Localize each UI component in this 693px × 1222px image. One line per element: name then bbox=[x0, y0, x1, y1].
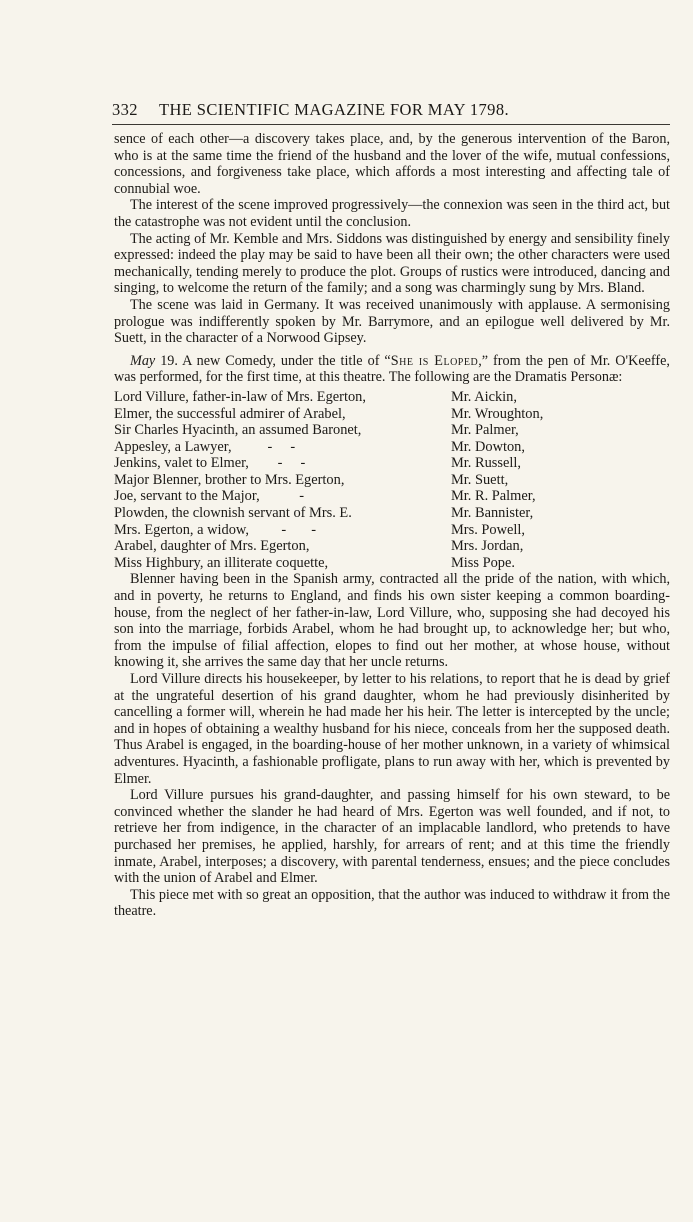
running-header bbox=[112, 100, 672, 126]
paragraph: Blenner having been in the Spanish army, contracted all the pride of the nation, with which, and in poverty, he returns to England, and finds his own sister keeping a common boarding-house, from the neglect of her father-in-law, Lord Villure, who, supposing she had decoyed his son into the marriage, forbids Arabel, whom he had brought up, to acknowledge her; but who, from the impulse of filial affection, elopes to find out her mother, at whose house, without knowing it, she arrives the same day that her uncle returns. bbox=[114, 571, 670, 671]
cast-row bbox=[114, 389, 670, 406]
cast-row bbox=[114, 422, 670, 439]
cast-actor: Mr. R. Palmer, bbox=[451, 488, 536, 505]
cast-role: Jenkins, valet to Elmer, - - bbox=[114, 455, 306, 472]
cast-role: Arabel, daughter of Mrs. Egerton, bbox=[114, 538, 310, 555]
cast-role: Major Blenner, brother to Mrs. Egerton, bbox=[114, 471, 345, 488]
cast-actor: Mrs. Powell, bbox=[451, 521, 525, 538]
cast-actor: Mr. Suett, bbox=[451, 471, 509, 488]
cast-actor: Mr. Bannister, bbox=[451, 505, 534, 522]
cast-row bbox=[114, 505, 670, 522]
paragraph: The acting of Mr. Kemble and Mrs. Siddons was distinguished by energy and sensibility finely expressed: indeed the play may be said to have been all their own; the other characters were used mechanically, tending merely to produce the plot. Groups of rustics were introduced, dancing and singing, to welcome the return of the family; and a song was charmingly sung by Mrs. Bland. bbox=[114, 230, 670, 297]
cast-role: Plowden, the clownish servant of Mrs. E. bbox=[114, 505, 352, 522]
cast-row bbox=[114, 439, 670, 456]
paragraph: The scene was laid in Germany. It was received unanimously with applause. A sermonising prologue was indifferently spoken by Mr. Barrymore, and an epilogue well delivered by Mr. Suett, in the character of a Norwood Gipsey. bbox=[114, 296, 670, 347]
cast-role: Sir Charles Hyacinth, an assumed Baronet, bbox=[114, 422, 362, 439]
cast-role: Joe, servant to the Major, - bbox=[114, 488, 305, 505]
paragraph: This piece met with so great an opposition, that the author was induced to withdraw it from the theatre. bbox=[114, 886, 670, 920]
cast-role: Lord Villure, father-in-law of Mrs. Egerton, bbox=[114, 388, 366, 405]
cast-role: Elmer, the successful admirer of Arabel, bbox=[114, 405, 346, 422]
cast-actor: Miss Pope. bbox=[451, 554, 515, 571]
cast-row bbox=[114, 538, 670, 555]
cast-actor: Mrs. Jordan, bbox=[451, 538, 524, 555]
cast-row bbox=[114, 455, 670, 472]
announcement-text: ,” from the pen of Mr. O'Keeffe, was performed, for the first time, at this theatre. The following are the Dramatis Personæ: bbox=[114, 352, 670, 386]
cast-actor: Mr. Russell, bbox=[451, 455, 521, 472]
article-body bbox=[114, 131, 670, 920]
cast-role: Appesley, a Lawyer, - - bbox=[114, 438, 296, 455]
cast-actor: Mr. Palmer, bbox=[451, 422, 519, 439]
cast-actor: Mr. Aickin, bbox=[451, 388, 517, 405]
cast-actor: Mr. Dowton, bbox=[451, 438, 525, 455]
announcement-text: 19. A new Comedy, under the title of “ bbox=[155, 352, 391, 369]
header-rule bbox=[112, 124, 670, 125]
cast-role: Mrs. Egerton, a widow, - - bbox=[114, 521, 317, 538]
cast-row bbox=[114, 522, 670, 539]
paragraph: The interest of the scene improved progressively—the connexion was seen in the third act, but the catastrophe was not evident until the conclusion. bbox=[114, 197, 670, 230]
play-title: She is Eloped bbox=[390, 352, 479, 369]
paragraph: Lord Villure directs his housekeeper, by letter to his relations, to report that he is dead by grief at the ungrateful desertion of his grand daughter, whom he had previously disinherited by cancelling a former will, wherein he had made her his heir. The letter is intercepted by the uncle; and in hopes of obtaining a wealthy husband for his niece, conceals from her the supposed death. Thus Arabel is engaged, in the boarding-house of her mother unknown, in a variety of whimsical adventures. Hyacinth, a fashionable profligate, plans to run away with her, which is prevented by Elmer. bbox=[114, 671, 670, 787]
cast-row bbox=[114, 555, 670, 572]
cast-row bbox=[114, 472, 670, 489]
dramatis-personae bbox=[114, 389, 670, 572]
cast-row bbox=[114, 406, 670, 423]
play-announcement bbox=[114, 353, 670, 386]
page-number: 332 bbox=[112, 100, 138, 119]
paragraph: sence of each other—a discovery takes place, and, by the generous intervention of the Baron, who is at the same time the friend of the husband and the lover of the wife, mutual confessions, concessions, and forgiveness take place, which affords a most interesting and affecting tale of connubial woe. bbox=[114, 131, 670, 197]
announcement-date: May bbox=[130, 352, 156, 369]
cast-actor: Mr. Wroughton, bbox=[451, 405, 544, 422]
running-title: THE SCIENTIFIC MAGAZINE FOR MAY 1798. bbox=[159, 100, 510, 119]
cast-row bbox=[114, 488, 670, 505]
paragraph: Lord Villure pursues his grand-daughter, and passing himself for his own steward, to be convinced whether the slander he had heard of Mrs. Egerton was well founded, and if not, to retrieve her from indigence, in the character of an implacable landlord, who pretends to have purchased her premises, he applied, harshly, for arrears of rent; and at this time the friendly inmate, Arabel, interposes; a discovery, with parental tenderness, ensues; and the piece concludes with the union of Arabel and Elmer. bbox=[114, 787, 670, 887]
cast-role: Miss Highbury, an illiterate coquette, bbox=[114, 554, 329, 571]
